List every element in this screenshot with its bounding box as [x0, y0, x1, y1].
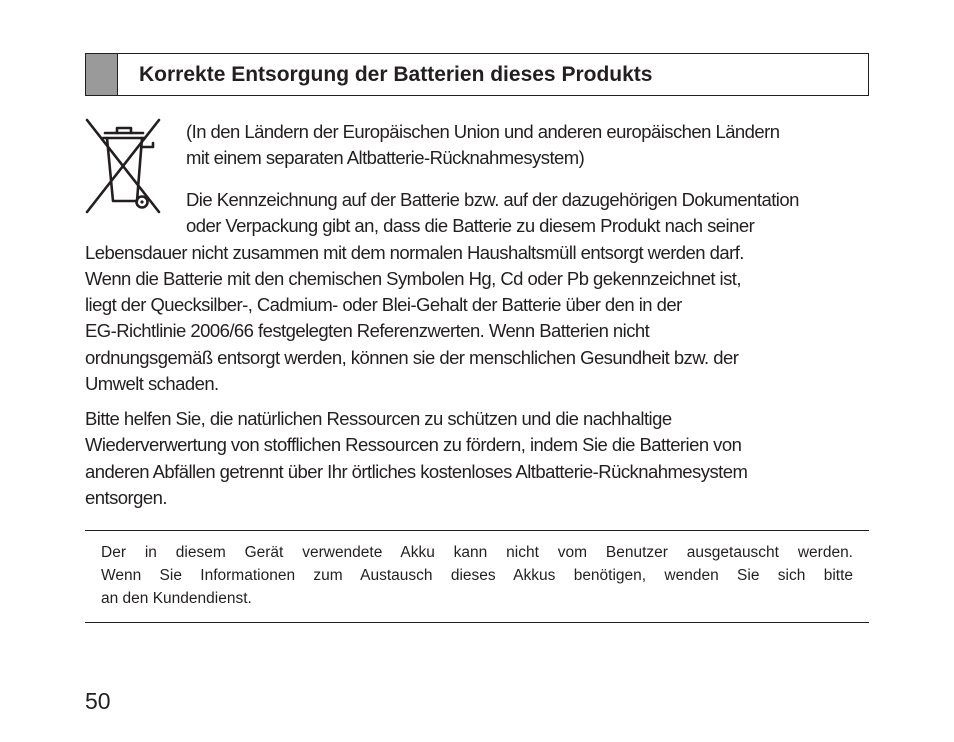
intro-text [186, 119, 780, 172]
paragraph-line: Bitte helfen Sie, die natürlichen Ressourcen zu schützen und die nachhaltige [85, 408, 672, 429]
heading-marker [86, 54, 118, 95]
paragraph-line: anderen Abfällen getrennt über Ihr örtliches kostenloses Altbatterie-Rücknahmesystem [85, 460, 748, 482]
paragraph-line: Lebensdauer nicht zusammen mit dem normalen Haushaltsmüll entsorgt werden darf. [85, 241, 744, 263]
crossed-out-wheelie-bin-icon [83, 117, 163, 217]
page-title: Korrekte Entsorgung der Batterien dieses Produkts [139, 62, 653, 86]
intro-line: mit einem separaten Altbatterie-Rücknahmesystem) [186, 147, 585, 169]
intro-line: (In den Ländern der Europäischen Union und anderen europäischen Ländern [186, 121, 780, 142]
note-top-divider [85, 530, 869, 531]
note-line: an den Kundendienst. [101, 590, 252, 607]
paragraph-line: Wiederverwertung von stofflichen Ressourcen zu fördern, indem Sie die Batterien von [85, 434, 742, 456]
paragraph-line: ordnungsgemäß entsorgt werden, können sie der menschlichen Gesundheit bzw. der [85, 346, 739, 368]
paragraph-1 [85, 240, 744, 398]
paragraph-line: entsorgen. [85, 486, 167, 508]
note-text [101, 541, 853, 610]
paragraph-line: oder Verpackung gibt an, dass die Batterie zu diesem Produkt nach seiner [186, 215, 755, 237]
paragraph-2 [85, 406, 747, 511]
paragraph-line: Wenn die Batterie mit den chemischen Symbolen Hg, Cd oder Pb gekennzeichnet ist, [85, 267, 741, 289]
paragraph-line: EG-Richtlinie 2006/66 festgelegten Referenzwerten. Wenn Batterien nicht [85, 320, 650, 342]
paragraph-1-indented [186, 187, 799, 240]
section-heading [85, 53, 869, 96]
paragraph-line: liegt der Quecksilber-, Cadmium- oder Blei-Gehalt der Batterie über den in der [85, 294, 682, 316]
page-number: 50 [85, 688, 111, 714]
paragraph-line: Umwelt schaden. [85, 373, 219, 395]
note-line: Wenn Sie Informationen zum Austausch dieses Akkus benötigen, wenden Sie sich bitte [101, 567, 853, 584]
note-bottom-divider [85, 622, 869, 623]
paragraph-line: Die Kennzeichnung auf der Batterie bzw. auf der dazugehörigen Dokumentation [186, 189, 799, 210]
note-line: Der in diesem Gerät verwendete Akku kann nicht vom Benutzer ausgetauscht werden. [101, 544, 853, 561]
